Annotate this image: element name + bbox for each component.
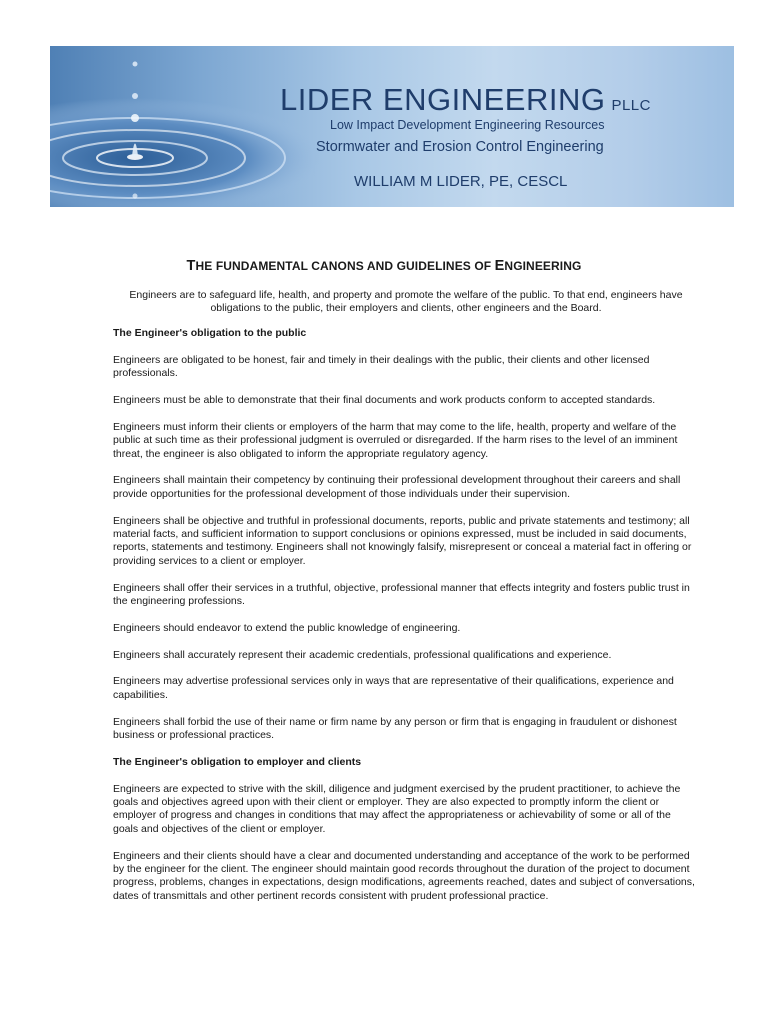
tagline-lid: Low Impact Development Engineering Resources [330, 118, 605, 132]
water-drop-ripple-image [50, 46, 350, 207]
paragraph: Engineers shall be objective and truthful in professional documents, reports, public and private statements and testimony; all material facts, and sufficient information to support conclusions or opinions expressed, must be included in said documents, reports, statements and testimony. Engineers shall not knowingly falsify, misrepresent or conceal a material fact in offering or providing services to a client or employer. [113, 514, 692, 567]
company-name: LIDER ENGINEERING [280, 82, 606, 117]
paragraph: Engineers are expected to strive with the skill, diligence and judgment exercised by the prudent practitioner, to achieve the goals and objectives agreed upon with their client or employer. They are also expected to promptly inform the client or employer of progress and changes in conditions that may affect the appropriateness or achievability of some or all of the goals and objectives of the client or employer. [113, 782, 681, 835]
paragraph: Engineers shall forbid the use of their name or firm name by any person or firm that is engaging in fraudulent or dishonest business or professional practices. [113, 715, 677, 742]
paragraph: Engineers shall accurately represent their academic credentials, professional qualifications and experience. [113, 648, 612, 661]
title-first-letter: T [186, 258, 196, 274]
paragraph: Engineers and their clients should have a clear and documented understanding and acceptance of the work to be performed by the engineer for the client. The engineer should maintain good records throughout the duration of the project to document progress, problems, changes in expectations, design modifications, agreements reached, dates and subject of conversations, dates of transmittals and other pertinent records consistent with prudent professional practice. [113, 849, 695, 902]
company-suffix: PLLC [611, 97, 651, 114]
document-body [113, 327, 695, 917]
company-brand [280, 82, 651, 118]
section-heading-employer-clients: The Engineer's obligation to employer and clients [113, 755, 362, 768]
title-middle: FUNDAMENTAL CANONS AND GUIDELINES OF [215, 259, 495, 273]
paragraph: Engineers shall offer their services in a truthful, objective, professional manner that effects integrity and fosters public trust in the engineering professions. [113, 581, 690, 608]
page-title [0, 258, 768, 274]
intro-paragraph: Engineers are to safeguard life, health, and property and promote the welfare of the public. To that end, engineers have obligations to the public, their employers and clients, other engineers and the Board. [129, 289, 683, 315]
title-word-the: HE [195, 259, 216, 273]
header-banner [50, 46, 734, 207]
paragraph: Engineers are obligated to be honest, fair and timely in their dealings with the public, their clients and other licensed professionals. [113, 353, 650, 380]
tagline-stormwater: Stormwater and Erosion Control Engineering [316, 139, 604, 155]
title-last-word: NGINEERING [504, 259, 582, 273]
engineer-name: WILLIAM M LIDER, PE, CESCL [354, 173, 568, 190]
paragraph: Engineers should endeavor to extend the public knowledge of engineering. [113, 621, 461, 634]
paragraph: Engineers must inform their clients or employers of the harm that may come to the life, health, property and welfare of the public at such time as their professional judgment is overruled or disregarded. If the harm rises to the level of an imminent threat, the engineer is also obligated to inform the appropriate regulatory agency. [113, 420, 678, 460]
title-last-initial: E [494, 258, 505, 274]
paragraph: Engineers shall maintain their competency by continuing their professional development throughout their careers and shall provide opportunities for the professional development of those individuals under their supervision. [113, 474, 681, 500]
paragraph: Engineers may advertise professional services only in ways that are representative of their qualifications, experience and capabilities. [113, 675, 674, 701]
section-heading-public: The Engineer's obligation to the public [113, 327, 307, 339]
paragraph: Engineers must be able to demonstrate that their final documents and work products conform to accepted standards. [113, 394, 656, 406]
